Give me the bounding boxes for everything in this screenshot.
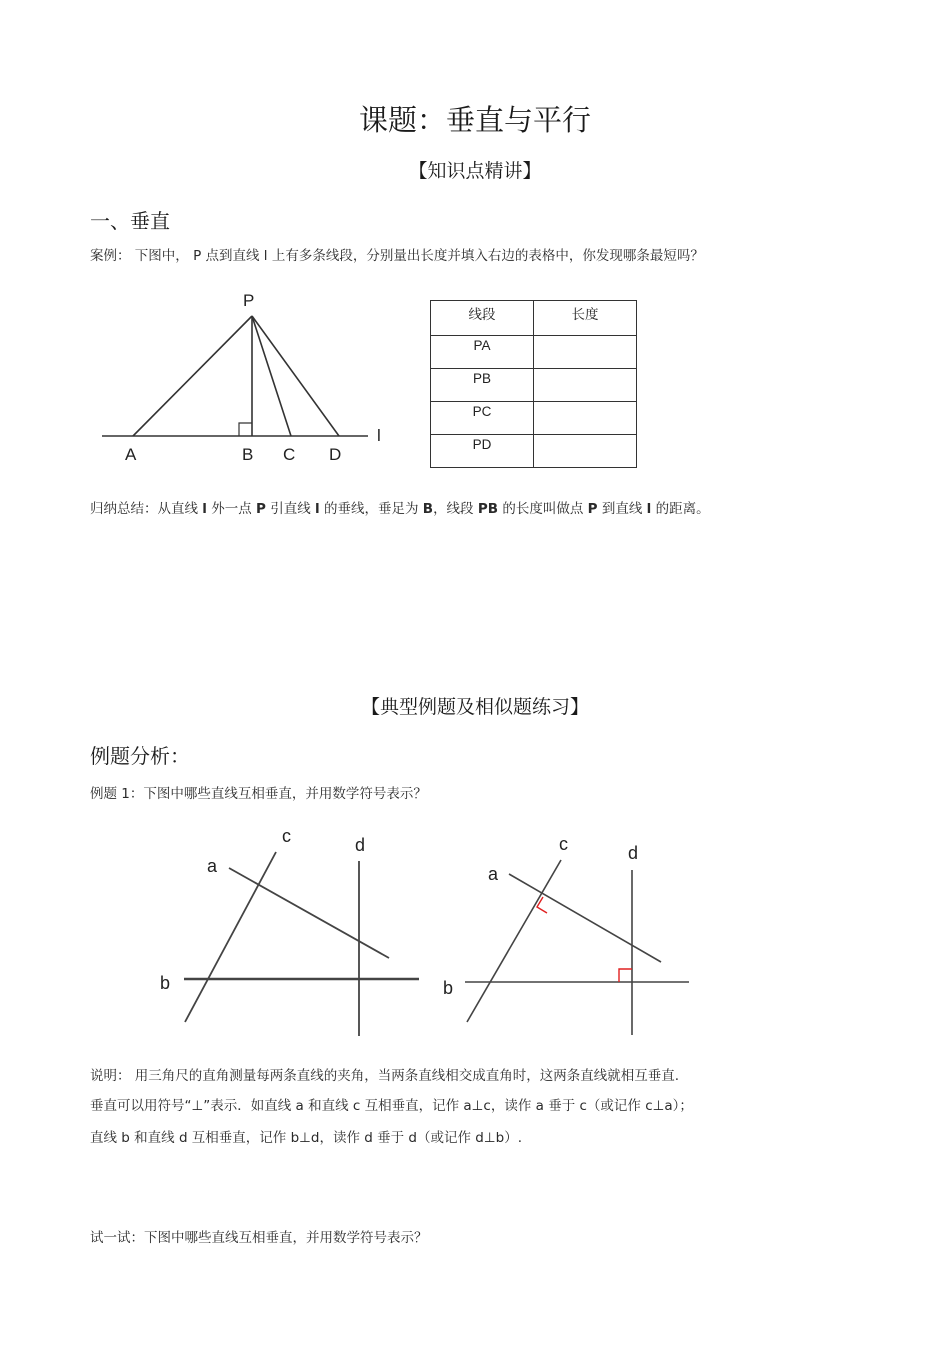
explain-line-3: 直线 b 和直线 d 互相垂直，记作 b⊥d，读作 d 垂于 d（或记作 d⊥b）. — [90, 1130, 522, 1146]
case-text: 案例： 下图中， P 点到直线 l 上有多条线段，分别量出长度并填入右边的表格中，你发现哪条最短吗？ — [90, 248, 704, 264]
length-table — [430, 300, 637, 468]
label-A: A — [125, 445, 137, 464]
heading-analysis: 例题分析： — [90, 744, 190, 768]
heading-perpendicular: 一、垂直 — [90, 209, 170, 233]
table-cell-segment: PC — [431, 402, 534, 435]
summary-text: 归纳总结：从直线 l 外一点 P 引直线 l 的垂线，垂足为 B，线段 PB 的长度叫做点 P 到直线 l 的距离。 — [90, 501, 710, 517]
label-d-right: d — [628, 843, 639, 863]
label-B: B — [242, 445, 254, 464]
figure-perpendicular-lines — [0, 810, 950, 1050]
try-text: 试一试：下图中哪些直线互相垂直，并用数学符号表示？ — [90, 1230, 428, 1246]
label-c-left: c — [282, 826, 291, 846]
table-cell-segment: PB — [431, 369, 534, 402]
label-a-right: a — [488, 864, 499, 884]
right-angle-mark — [239, 423, 252, 436]
label-C: C — [283, 445, 296, 464]
table-cell-segment: PA — [431, 336, 534, 369]
label-a-left: a — [207, 856, 218, 876]
label-b-right: b — [443, 978, 454, 998]
table-cell-length-input[interactable] — [534, 336, 637, 369]
explain-line-2: 垂直可以用符号“⊥”表示．如直线 a 和直线 c 互相垂直，记作 a⊥c，读作 a 垂于 c（或记作 c⊥a）； — [90, 1098, 693, 1114]
line-a-right — [509, 874, 661, 962]
label-b-left: b — [160, 973, 171, 993]
line-a-left — [229, 868, 389, 958]
table-cell-length-input[interactable] — [534, 402, 637, 435]
segment-PD — [252, 316, 339, 436]
label-d-left: d — [355, 835, 366, 855]
table-header-segment: 线段 — [431, 301, 534, 336]
table-cell-length-input[interactable] — [534, 369, 637, 402]
line-c-right — [467, 860, 561, 1022]
segment-PA — [133, 316, 252, 436]
section-heading-knowledge: 【知识点精讲】 — [408, 160, 542, 182]
section-heading-examples: 【典型例题及相似题练习】 — [360, 696, 589, 718]
line-c-left — [185, 852, 276, 1022]
page-title: 课题：垂直与平行 — [358, 103, 591, 137]
table-header-length: 长度 — [534, 301, 637, 336]
explain-line-1: 说明： 用三角尺的直角测量每两条直线的夹角，当两条直线相交成直角时，这两条直线就相互垂直. — [90, 1068, 680, 1084]
table-cell-segment: PD — [431, 435, 534, 468]
table-cell-length-input[interactable] — [534, 435, 637, 468]
example1-text: 例题 1：下图中哪些直线互相垂直，并用数学符号表示？ — [90, 786, 427, 802]
right-angle-mark-bd — [619, 969, 632, 982]
label-l: l — [377, 426, 381, 445]
segment-PC — [252, 316, 291, 436]
label-D: D — [329, 445, 342, 464]
label-c-right: c — [559, 834, 568, 854]
label-P: P — [243, 291, 255, 310]
